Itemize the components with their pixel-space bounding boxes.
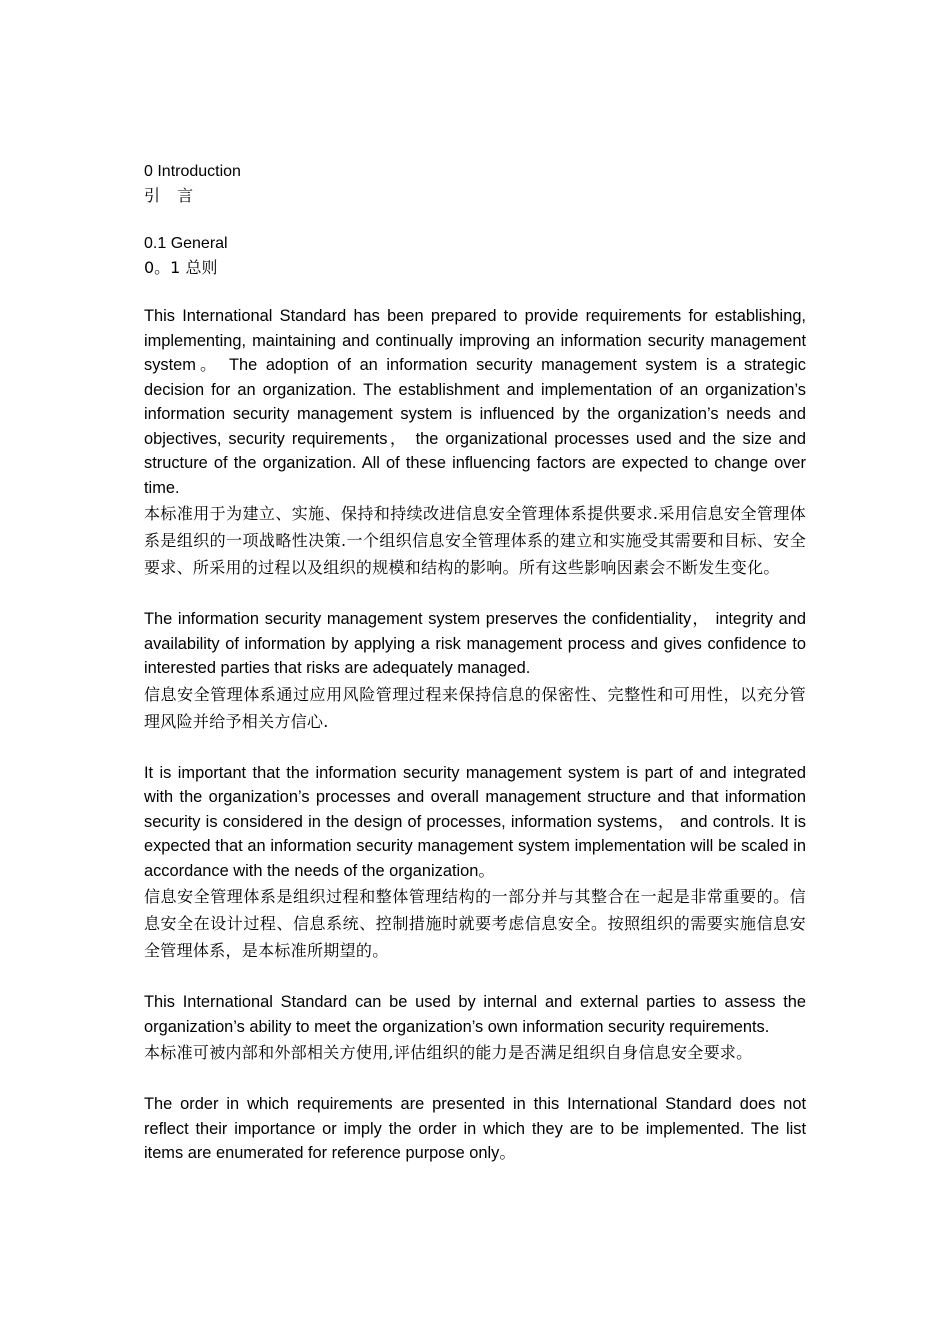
spacer (144, 964, 806, 990)
paragraph-2-zh: 信息安全管理体系通过应用风险管理过程来保持信息的保密性、完整性和可用性，以充分管理风险并给予相关方信心. (144, 684, 806, 731)
paragraph-4-en: This International Standard can be used by internal and external parties to assess the organization’s ability to meet the organization’s own information security requirements. (144, 993, 806, 1036)
spacer (144, 280, 806, 304)
section-heading-introduction: 0 Introduction (144, 163, 241, 180)
paragraph-4-zh: 本标准可被内部和外部相关方使用,评估组织的能力是否满足组织自身信息安全要求。 (144, 1043, 753, 1062)
paragraph-2-en: The information security management system preserves the confidentiality， integrity and availability of information by applying a risk management process and gives confidence to interested parties that risks are adequately managed. (144, 610, 806, 677)
spacer (144, 581, 806, 607)
paragraph-3-en: It is important that the information security management system is part of and integrated with the organization’s processes and overall management structure and that information security is considered in the design of processes, information systems， and controls. It is expected that an information security management system implementation will be scaled in accordance with the needs of the organization。 (144, 763, 806, 880)
paragraph-1-en: This International Standard has been prepared to provide requirements for establishing, implementing, maintaining and continually improving an information security management system。 The adoption of an information security management system is a strategic decision for an organization. The establishment and implementation of an organization’s information security management system is influenced by the organization’s needs and objectives, security requirements， the organizational processes used and the size and structure of the organization. All of these influencing factors are expected to change over time. (144, 307, 806, 497)
paragraph-1-zh: 本标准用于为建立、实施、保持和持续改进信息安全管理体系提供要求.采用信息安全管理体系是组织的一项战略性决策.一个组织信息安全管理体系的建立和实施受其需要和目标、安全要求、所采用的过程以及组织的规模和结构的影响。所有这些影响因素会不断发生变化。 (144, 504, 806, 577)
subsection-heading-general-zh: 0。1 总则 (144, 258, 218, 277)
spacer (144, 208, 806, 232)
spacer (144, 735, 806, 761)
subsection-heading-general: 0.1 General (144, 235, 228, 252)
paragraph-5-en: The order in which requirements are presented in this International Standard does not reflect their importance or imply the order in which they are to be implemented. The list items are enumerated for reference purpose only。 (144, 1095, 806, 1162)
section-heading-introduction-zh: 引 言 (144, 186, 200, 205)
document-content (144, 160, 806, 1166)
spacer (144, 1066, 806, 1092)
paragraph-3-zh: 信息安全管理体系是组织过程和整体管理结构的一部分并与其整合在一起是非常重要的。信息安全在设计过程、信息系统、控制措施时就要考虑信息安全。按照组织的需要实施信息安全管理体系，是本标准所期望的。 (144, 887, 806, 960)
